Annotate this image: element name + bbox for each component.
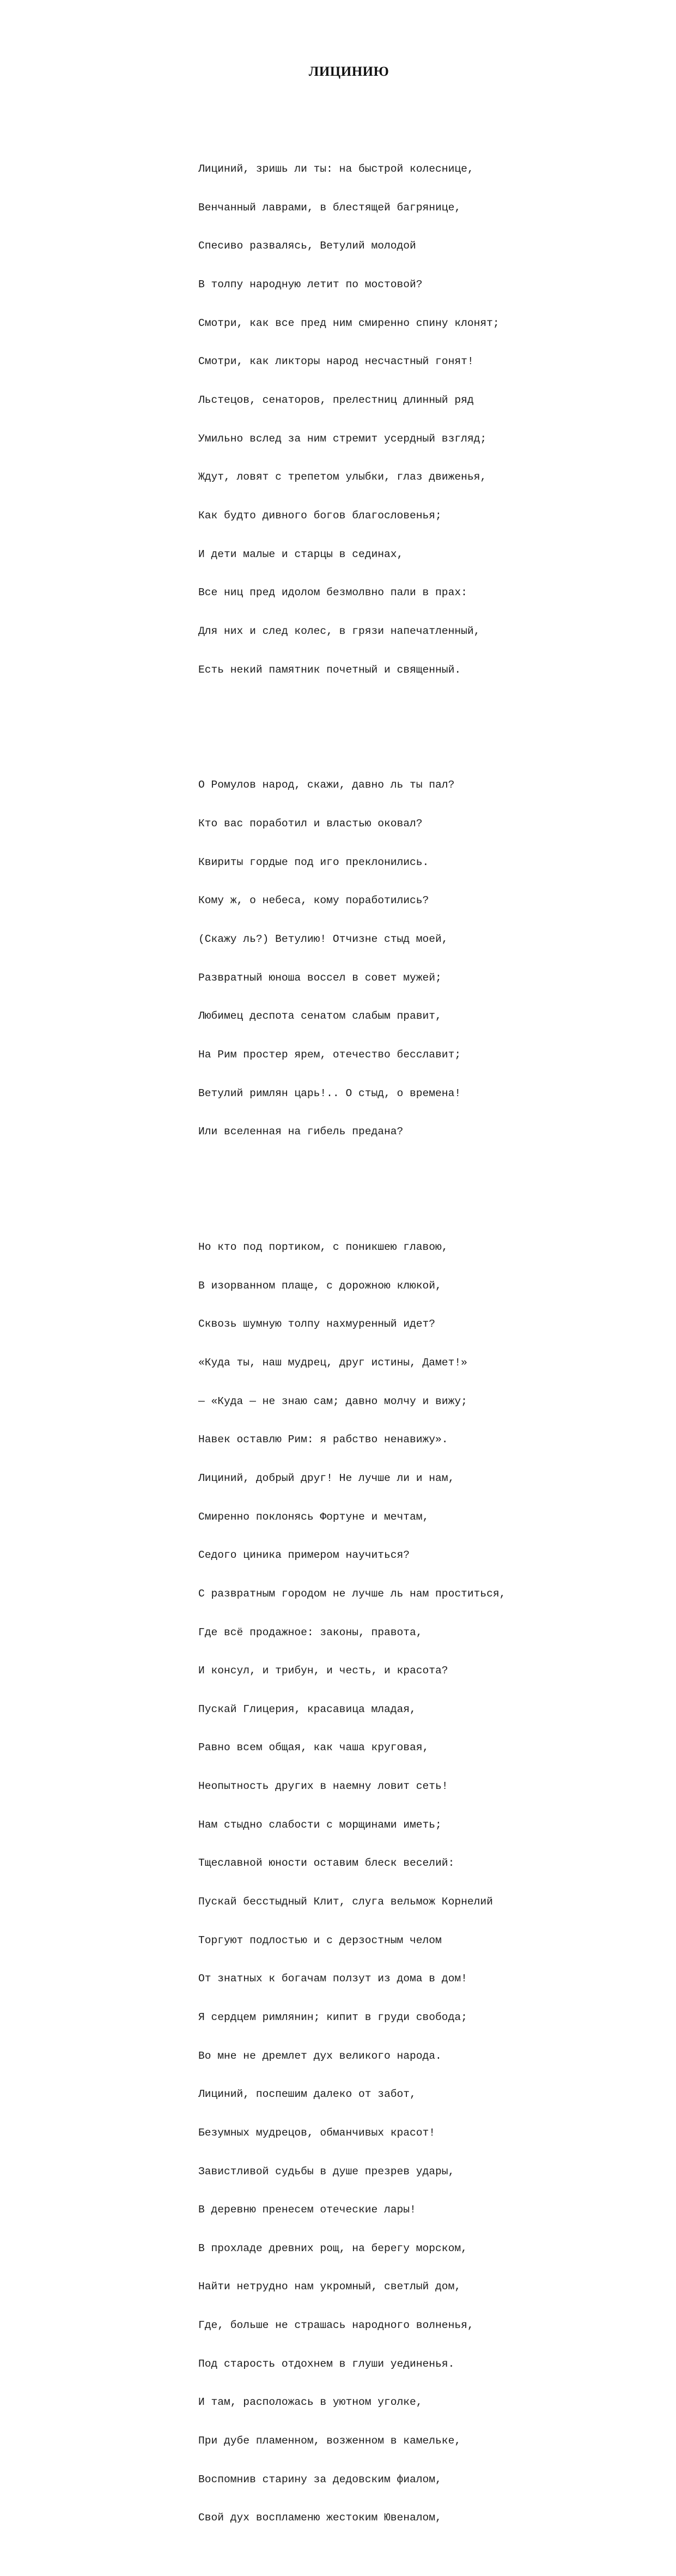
poem-line: Развратный юноша воссел в совет мужей;: [198, 971, 442, 984]
poem-line: Умильно вслед за ним стремит усердный взгляд;: [198, 432, 487, 445]
poem-line: Пускай бесстыдный Клит, слуга вельмож Корнелий: [198, 1896, 493, 1908]
poem-line: Тщеславной юности оставим блеск веселий:: [198, 1857, 455, 1870]
poem-line: Есть некий памятник почетный и священный.: [198, 663, 461, 676]
poem-line: (Скажу ль?) Ветулию! Отчизне стыд моей,: [198, 933, 448, 945]
poem-line: Смотри, как ликторы народ несчастный гонят!: [198, 355, 474, 368]
poem-line: Безумных мудрецов, обманчивых красот!: [198, 2126, 436, 2139]
poem-line: С развратным городом не лучше ль нам проститься,: [198, 1587, 506, 1600]
poem-line: Воспомнив старину за дедовским фиалом,: [198, 2473, 442, 2486]
poem-line: Но кто под портиком, с поникшею главою,: [198, 1241, 448, 1254]
poem-line: В изорванном плаще, с дорожною клюкой,: [198, 1279, 442, 1292]
poem-line: Все ниц пред идолом безмолвно пали в прах:: [198, 586, 467, 599]
poem-line: Лициний, добрый друг! Не лучше ли и нам,: [198, 1472, 455, 1484]
poem-line: И там, расположась в уютном уголке,: [198, 2396, 423, 2409]
poem-body: [198, 112, 506, 2576]
poem-line: Нам стыдно слабости с морщинами иметь;: [198, 1818, 442, 1831]
poem-line: Льстецов, сенаторов, прелестниц длинный ряд: [198, 394, 474, 407]
poem-line: И консул, и трибун, и честь, и красота?: [198, 1665, 448, 1677]
poem-line: Смиренно поклонясь Фортуне и мечтам,: [198, 1510, 429, 1523]
poem-title: ЛИЦИНИЮ: [308, 64, 389, 79]
poem-line: Спесиво развалясь, Ветулий молодой: [198, 240, 416, 252]
poem-line: Для них и след колес, в грязи напечатленный,: [198, 625, 480, 637]
poem-line: Завистливой судьбы в душе презрев удары,: [198, 2165, 455, 2178]
poem-line: В деревню пренесем отеческие лары!: [198, 2204, 416, 2216]
poem-line: Равно всем общая, как чаша круговая,: [198, 1741, 429, 1754]
poem-line: Квириты гордые под иго преклонились.: [198, 856, 429, 868]
poem-line: На Рим простер ярем, отечество бесславит;: [198, 1048, 461, 1061]
poem-line: Где, больше не страшась народного волненья,: [198, 2319, 474, 2332]
poem-line: В прохладе древних рощ, на берегу морском,: [198, 2242, 467, 2254]
stanza-3: [198, 1216, 506, 2550]
poem-line: Любимец деспота сенатом слабым правит,: [198, 1010, 442, 1023]
poem-line: Кому ж, о небеса, кому поработились?: [198, 894, 429, 907]
poem-line: Где всё продажное: законы, правота,: [198, 1626, 423, 1638]
poem-line: Пускай Глицерия, красавица младая,: [198, 1703, 416, 1715]
poem-line: И дети малые и старцы в сединах,: [198, 548, 404, 560]
poem-line: Как будто дивного богов благословенья;: [198, 509, 442, 522]
poem-line: Кто вас поработил и властью оковал?: [198, 818, 423, 830]
poem-line: Ветулий римлян царь!.. О стыд, о времена!: [198, 1087, 461, 1099]
poem-line: Ждут, ловят с трепетом улыбки, глаз движенья,: [198, 471, 487, 483]
poem-line: Торгуют подлостью и с дерзостным челом: [198, 1934, 442, 1946]
poem-line: При дубе пламенном, возженном в камельке,: [198, 2434, 461, 2447]
poem-line: Неопытность других в наемну ловит сеть!: [198, 1780, 448, 1793]
stanza-2: [198, 753, 506, 1164]
poem-line: Навек оставлю Рим: я рабство ненавижу».: [198, 1434, 448, 1446]
poem-line: Лициний, поспешим далеко от забот,: [198, 2088, 416, 2101]
poem-line: О Ромулов народ, скажи, давно ль ты пал?: [198, 779, 455, 791]
poem-line: Лициний, зришь ли ты: на быстрой колеснице,: [198, 163, 474, 176]
poem-line: «Куда ты, наш мудрец, друг истины, Дамет!»: [198, 1357, 467, 1369]
poem-line: Или вселенная на гибель предана?: [198, 1126, 404, 1138]
poem-line: Сквозь шумную толпу нахмуренный идет?: [198, 1318, 436, 1331]
poem-line: Свой дух воспламеню жестоким Ювеналом,: [198, 2512, 442, 2524]
poem-line: От знатных к богачам ползут из дома в дом!: [198, 1973, 467, 1985]
poem-line: Я сердцем римлянин; кипит в груди свобода;: [198, 2011, 467, 2023]
poem-line: Смотри, как все пред ним смиренно спину клонят;: [198, 317, 500, 329]
stanza-1: [198, 137, 506, 702]
poem-line: Во мне не дремлет дух великого народа.: [198, 2049, 442, 2062]
poem-line: Седого циника примером научиться?: [198, 1549, 410, 1562]
poem-line: Под старость отдохнем в глуши уединенья.: [198, 2357, 455, 2370]
poem-line: Найти нетрудно нам укромный, светлый дом,: [198, 2281, 461, 2293]
poem-line: Венчанный лаврами, в блестящей багрянице,: [198, 201, 461, 214]
poem-line: В толпу народную летит по мостовой?: [198, 279, 423, 291]
poem-line: — «Куда — не знаю сам; давно молчу и вижу;: [198, 1395, 467, 1407]
